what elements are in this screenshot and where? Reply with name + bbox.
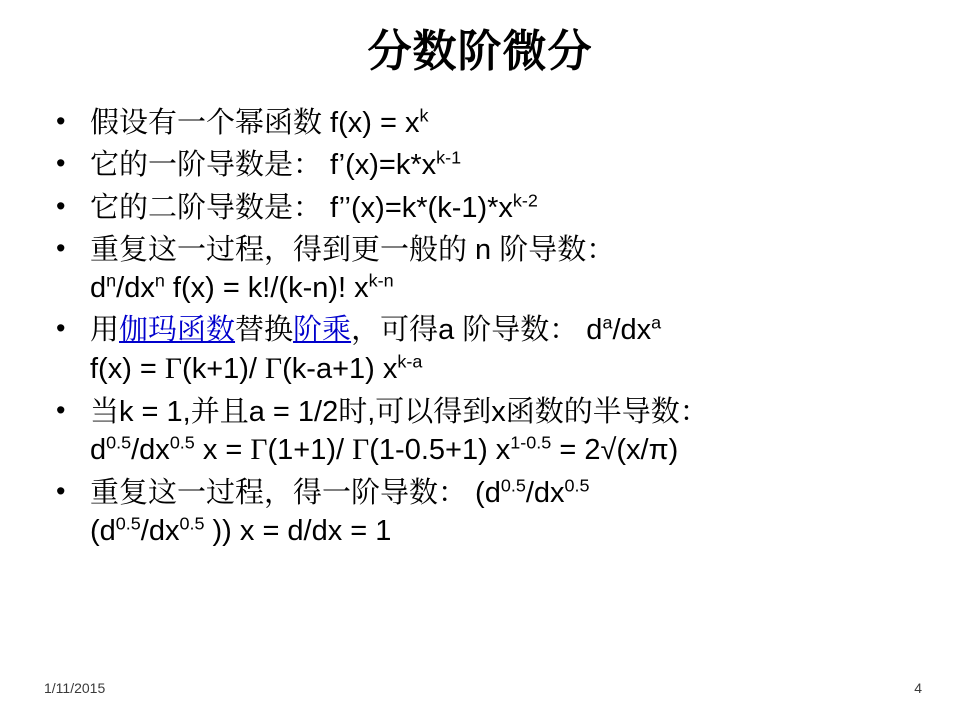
exponent-half: 0.5: [564, 475, 590, 496]
exponent-half: 0.5: [169, 432, 195, 453]
link-factorial[interactable]: 阶乘: [293, 314, 352, 347]
exponent-k-minus-2: k-2: [512, 189, 538, 210]
footer-date: 1/11/2015: [44, 680, 106, 696]
exponent-half: 0.5: [106, 432, 132, 453]
bullet-list: [44, 104, 924, 554]
bullet-text: /dx: [525, 476, 565, 509]
bullet-text: 假设有一个幂函数 f(x) = x: [90, 107, 420, 139]
formula-part: (1-0.5+1) x: [369, 433, 511, 466]
gamma-symbol: Γ: [164, 352, 183, 385]
formula-part: )) x = d/dx = 1: [204, 515, 392, 548]
formula-part: d: [90, 272, 107, 305]
bullet-text: 替换: [235, 314, 294, 347]
formula-part: (k+1)/: [182, 352, 266, 385]
formula-part: (k-a+1) x: [282, 352, 398, 385]
formula-part: (d: [90, 515, 116, 548]
exponent-n: n: [106, 270, 117, 291]
formula-part: f(x) = k!/(k-n)! x: [164, 272, 369, 305]
exponent-half: 0.5: [179, 513, 205, 534]
formula-part: (1+1)/: [267, 433, 353, 466]
bullet-gamma-replacement: [44, 311, 924, 388]
gamma-symbol: Γ: [352, 433, 370, 466]
bullet-text: /dx: [612, 314, 652, 347]
bullet-formula-line: [90, 269, 924, 307]
exponent-k: k: [419, 105, 429, 126]
formula-part: /dx: [140, 515, 180, 548]
exponent-n: n: [154, 270, 165, 291]
exponent-half: 0.5: [115, 513, 141, 534]
bullet-text: 重复这一过程，得到更一般的 n 阶导数：: [90, 233, 616, 266]
bullet-text: 它的二阶导数是： f’’(x)=k*(k-1)*x: [90, 191, 513, 224]
bullet-text: 用: [90, 314, 120, 347]
bullet-second-derivative: [44, 189, 924, 227]
bullet-repeat-first-order: [44, 474, 924, 551]
exponent-k-minus-1: k-1: [436, 147, 462, 168]
bullet-text: 重复这一过程，得一阶导数： (d: [90, 476, 501, 509]
formula-part: /dx: [131, 433, 170, 466]
page-title: 分数阶微分: [367, 27, 593, 76]
exponent-one-minus-half: 1-0.5: [510, 432, 552, 453]
bullet-first-derivative: [44, 146, 924, 184]
bullet-half-derivative: [44, 393, 924, 470]
bullet-text: 它的一阶导数是： f’(x)=k*x: [90, 149, 437, 182]
bullet-text: 当k = 1,并且a = 1/2时,可以得到x函数的半导数：: [90, 395, 709, 428]
bullet-formula-line: [90, 431, 924, 470]
formula-part: = 2√(x/π): [551, 433, 679, 466]
exponent-k-minus-n: k-n: [368, 270, 394, 291]
gamma-symbol: Γ: [265, 352, 283, 385]
formula-part: f(x) =: [90, 352, 165, 385]
formula-part: d: [90, 433, 107, 466]
bullet-nth-derivative: [44, 231, 924, 308]
bullet-formula-line: [90, 350, 924, 389]
footer-page-number: 4: [914, 680, 922, 696]
gamma-symbol: Γ: [250, 433, 268, 466]
formula-part: /dx: [116, 272, 155, 305]
exponent-k-minus-a: k-a: [397, 350, 423, 371]
bullet-power-function: [44, 104, 924, 142]
bullet-formula-line: [90, 512, 924, 550]
exponent-a: a: [602, 312, 613, 333]
exponent-half: 0.5: [500, 475, 526, 496]
exponent-a: a: [651, 312, 662, 333]
link-gamma-function[interactable]: 伽玛函数: [119, 314, 236, 347]
bullet-text: ，可得a 阶导数： d: [351, 314, 603, 347]
formula-part: x =: [194, 433, 251, 466]
